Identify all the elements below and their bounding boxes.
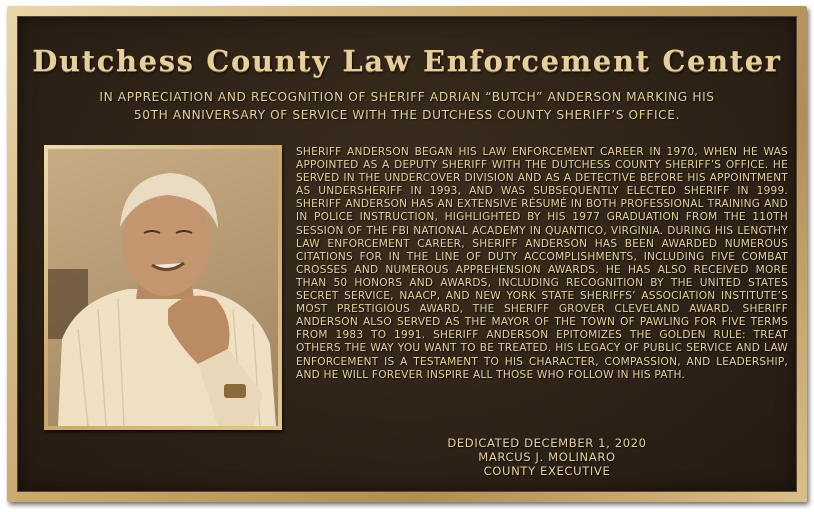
subtitle-line-2: 50TH ANNIVERSARY OF SERVICE WITH THE DUTCHESS COUNTY SHERIFF’S OFFICE.	[133, 108, 681, 122]
dedication-date: DEDICATED DECEMBER 1, 2020	[447, 436, 647, 450]
portrait-frame	[44, 145, 282, 430]
plaque-field	[17, 16, 797, 492]
dedication-name: MARCUS J. MOLINARO	[478, 450, 616, 464]
plaque-subtitle	[57, 88, 757, 124]
tribute-text: SHERIFF ANDERSON BEGAN HIS LAW ENFORCEMENT CAREER IN 1970, WHEN HE WAS APPOINTED AS A DEPUTY SHERIFF WITH THE DUTCHESS COUNTY SHERIFF’S OFFICE. HE SERVED IN THE UNDERCOVER DIVISION AND AS A DETECTIVE BEFORE HIS APPOINTMENT AS UNDERSHERIFF IN 1993, AND WAS SUBSEQUENTLY ELECTED SHERIFF IN 1999. SHERIFF ANDERSON HAS AN EXTENSIVE RÉSUMÉ IN BOTH PROFESSIONAL TRAINING AND IN POLICE INSTRUCTION, HIGHLIGHTED BY HIS 1977 GRADUATION FROM THE 110TH SESSION OF THE FBI NATIONAL ACADEMY IN QUANTICO, VIRGINIA. DURING HIS LENGTHY LAW ENFORCEMENT CAREER, SHERIFF ANDERSON HAS BEEN AWARDED NUMEROUS CITATIONS FOR IN THE LINE OF DUTY ACCOMPLISHMENTS, INCLUDING FIVE COMBAT CROSSES AND NUMEROUS APPREHENSION AWARDS. HE HAS ALSO RECEIVED MORE THAN 50 HONORS AND AWARDS, INCLUDING RECOGNITION BY THE UNITED STATES SECRET SERVICE, NAACP, AND NEW YORK STATE SHERIFFS’ ASSOCIATION INSTITUTE’S MOST PRESTIGIOUS AWARD, THE SHERIFF GROVER CLEVELAND AWARD. SHERIFF ANDERSON ALSO SERVED AS THE MAYOR OF THE TOWN OF PAWLING FOR FIVE TERMS FROM 1983 TO 1991. SHERIFF ANDERSON EPITOMIZES THE GOLDEN RULE: TREAT OTHERS THE WAY YOU WANT TO BE TREATED. HIS LEGACY OF PUBLIC SERVICE AND LAW ENFORCEMENT IS A TESTAMENT TO HIS CHARACTER, COMPASSION, AND LEADERSHIP, AND HE WILL FOREVER INSPIRE ALL THOSE WHO FOLLOW IN HIS PATH.	[296, 146, 788, 381]
dedication-role: COUNTY EXECUTIVE	[483, 464, 611, 478]
portrait-photo	[48, 149, 278, 426]
memorial-plaque	[7, 6, 807, 502]
subtitle-line-1: IN APPRECIATION AND RECOGNITION OF SHERIFF ADRIAN “BUTCH” ANDERSON MARKING HIS	[99, 90, 715, 104]
dedication-block	[377, 436, 717, 478]
portrait-illustration	[48, 149, 278, 426]
plaque-title: Dutchess County Law Enforcement Center	[32, 44, 782, 78]
